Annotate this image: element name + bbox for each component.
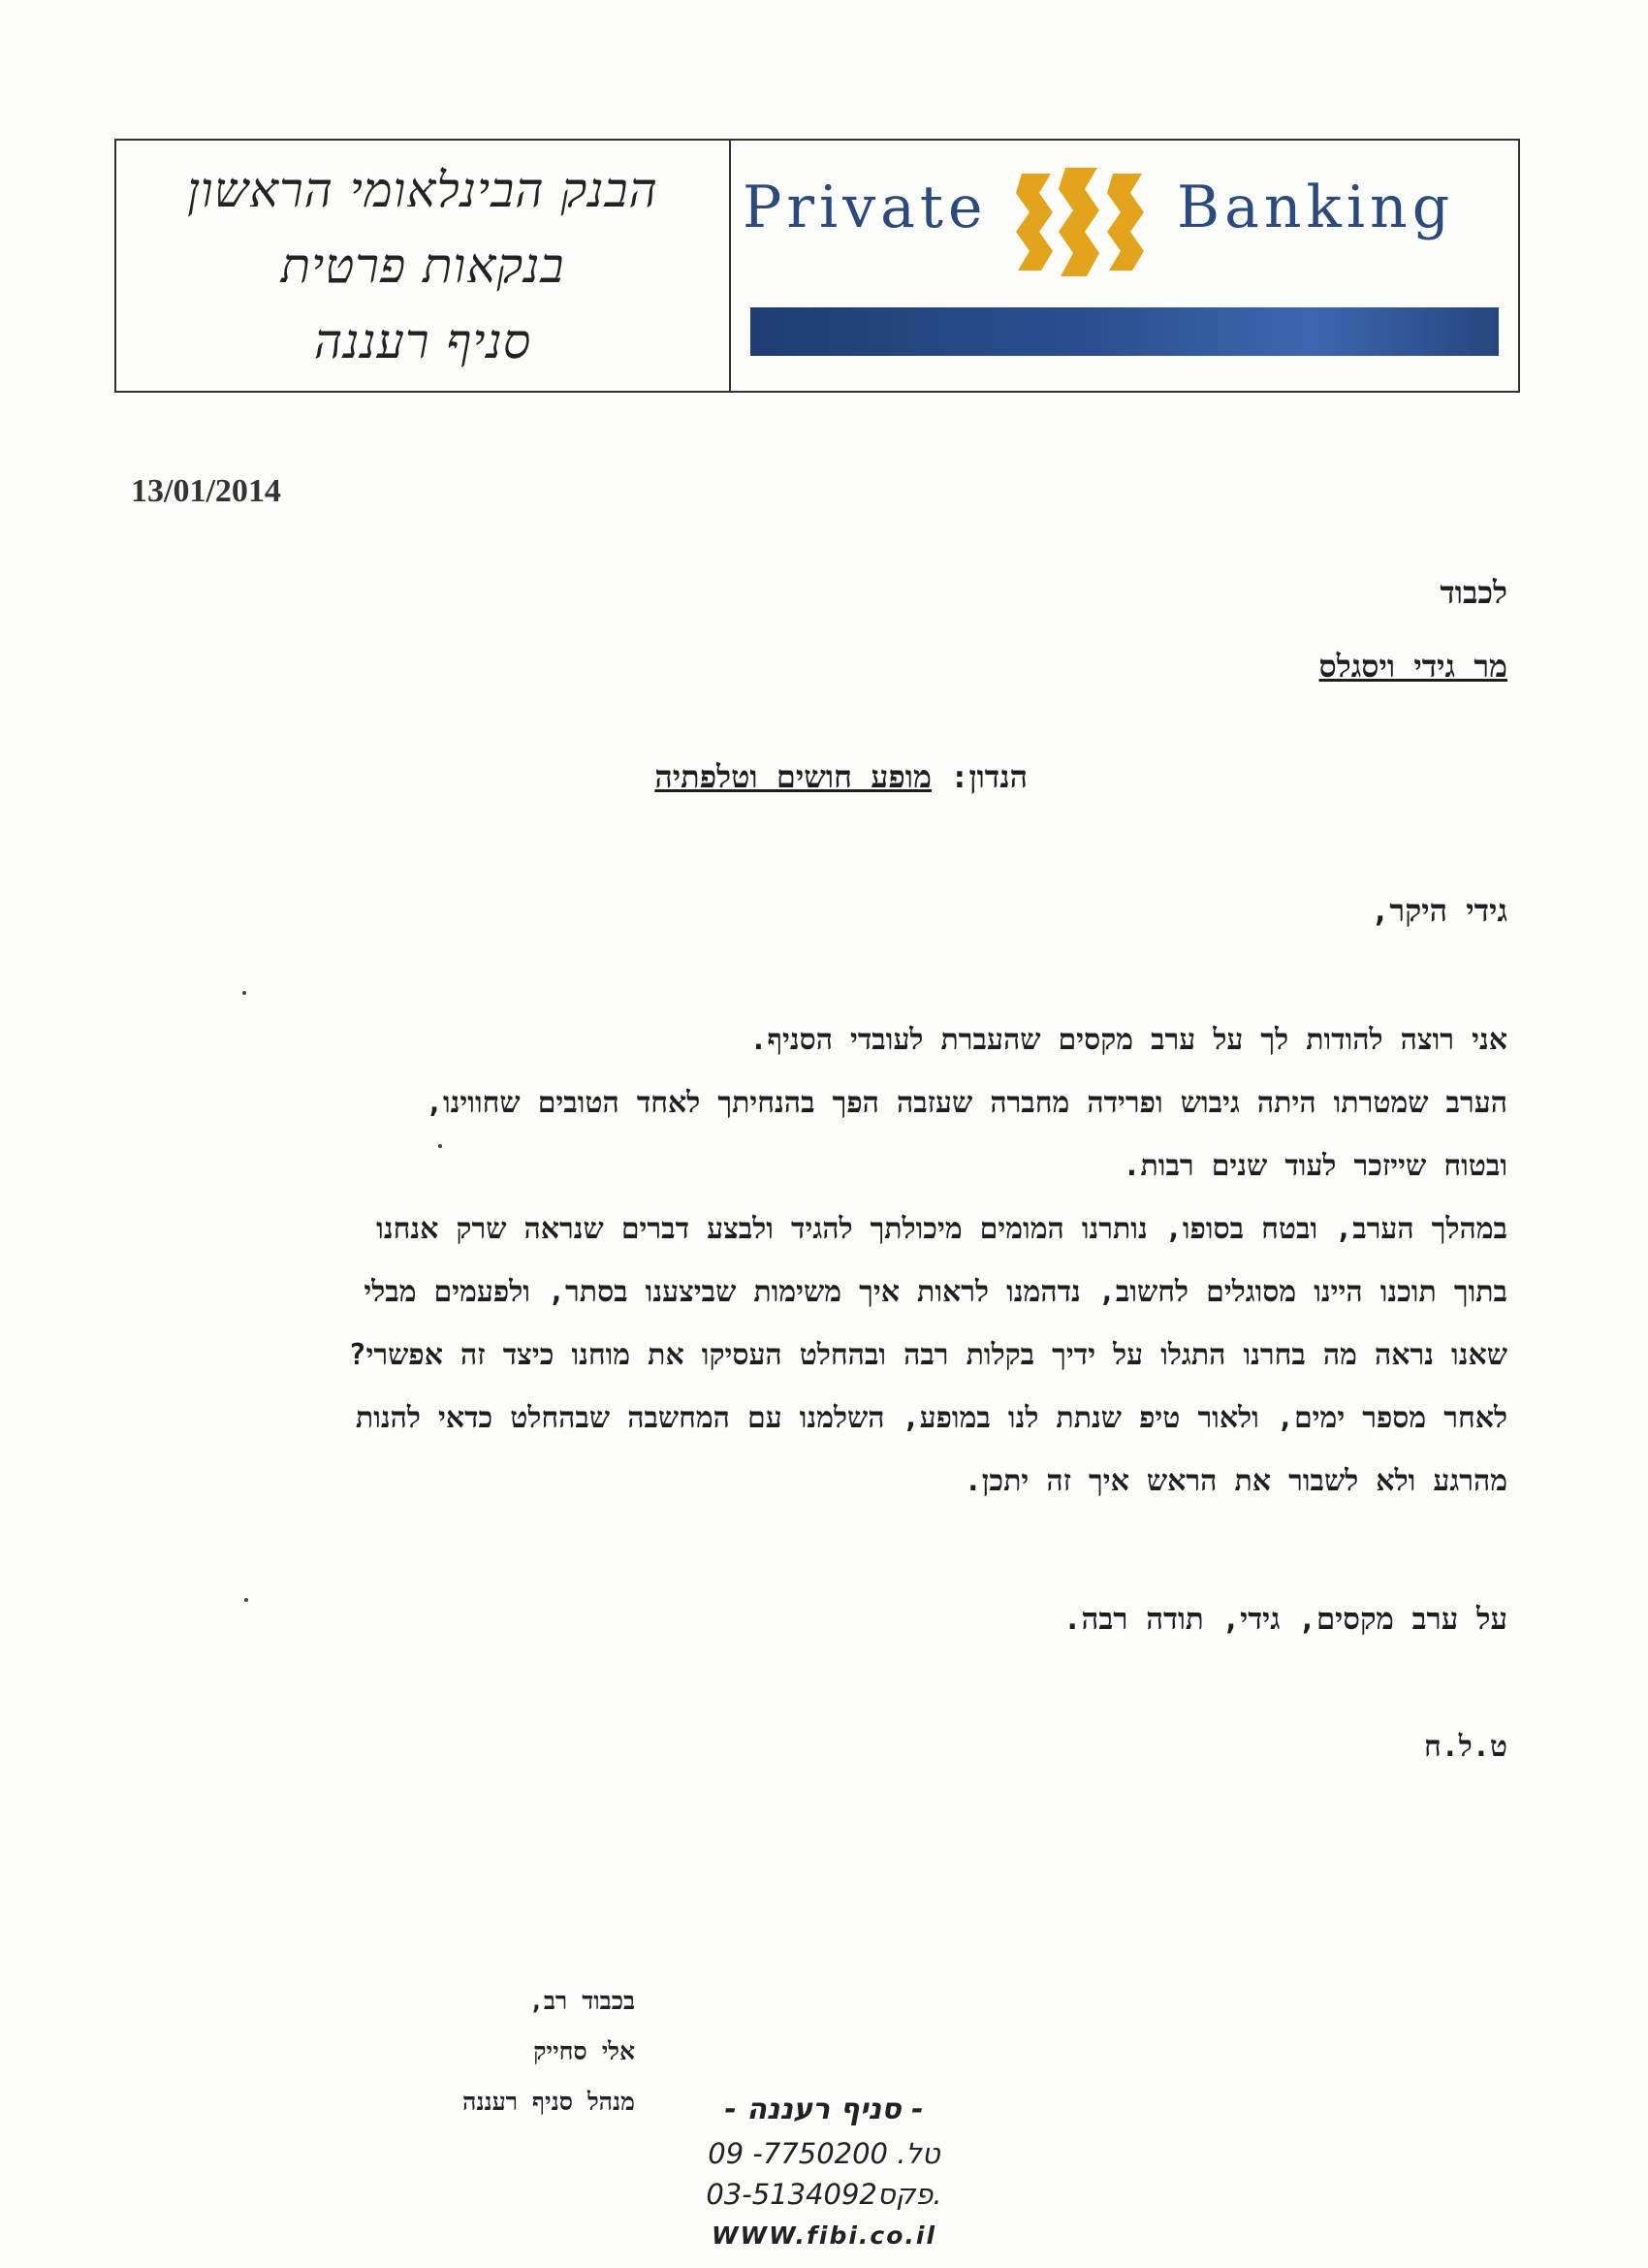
body-line: הערב שמטרתו היתה גיבוש ופרידה מחברה שעזבה הפך בהנחיתך לאחד הטובים שחווינו, <box>425 1086 1507 1120</box>
bank-division-line: בנקאות פרטית <box>280 238 565 294</box>
body-line: לאחר מספר ימים, ולאור טיפ שנתת לנו במופע, השלמנו עם המחשבה שבהחלט כדאי להנות <box>355 1401 1507 1435</box>
greeting: גידי היקר, <box>1371 892 1507 929</box>
footer-phone: טל. 7750200- 09 <box>708 2137 940 2170</box>
scan-speck <box>242 991 246 995</box>
bank-branch-line: סניף רעננה <box>313 313 532 369</box>
signature-regards: בכבוד רב, <box>528 1987 635 2015</box>
brand-word-banking: Banking <box>1177 174 1455 241</box>
brand-bar <box>750 307 1499 356</box>
signature-name: אלי סחייק <box>533 2037 635 2065</box>
subject-line <box>654 758 1028 795</box>
body-line: בתוך תוכנו היינו מסוגלים לחשוב, נדהמנו לראות איך משימות שביצענו בסתר, ולפעמים מבלי <box>364 1275 1507 1309</box>
scan-speck <box>244 1598 248 1602</box>
body-line: מהרגע ולא לשבור את הראש איך זה יתכן. <box>964 1464 1507 1498</box>
letter-date: 13/01/2014 <box>131 473 281 509</box>
recipient-name: מר גידי ויסגלס <box>1318 648 1507 685</box>
subject-label: הנדון: <box>950 758 1028 795</box>
signature-block <box>462 1976 635 2127</box>
letter-body <box>121 1008 1507 1513</box>
private-banking-logo <box>731 141 1518 391</box>
footer-branch: - סניף רעננה - <box>724 2092 924 2126</box>
to-label: לכבוד <box>1440 574 1507 611</box>
letterhead <box>114 139 1520 393</box>
brand-word-private: Private <box>743 174 988 241</box>
scan-speck <box>438 1144 442 1148</box>
bank-name-block <box>116 141 731 391</box>
branch-footer <box>679 2087 969 2257</box>
closing-thanks: על ערב מקסים, גידי, תודה רבה. <box>1062 1602 1507 1637</box>
footer-fax: פקס03-5134092. <box>706 2178 942 2211</box>
body-line: במהלך הערב, ובטח בסופו, נותרנו המומים מיכולתך להגיד ולבצע דברים שנראה שרק אנחנו <box>376 1212 1507 1246</box>
signature-title: מנהל סניף רעננה <box>461 2088 635 2116</box>
wave-logo-icon <box>1012 164 1157 280</box>
body-line: שאנו נראה מה בחרנו התגלו על ידיך בקלות רבה ובהחלט העסיקו את מוחנו כיצד זה אפשרי? <box>348 1338 1507 1372</box>
body-line: ובטוח שייזכר לעוד שנים רבות. <box>1123 1149 1507 1183</box>
bank-name-line: הבנק הבינלאומי הראשון <box>187 162 658 218</box>
body-line: אני רוצה להודות לך על ערב מקסים שהעברת לעובדי הסניף. <box>749 1023 1507 1057</box>
footer-url: WWW.fibi.co.il <box>711 2221 937 2250</box>
tlh-note: ט.ל.ח <box>1423 1730 1507 1764</box>
subject-value: מופע חושים וטלפתיה <box>654 758 932 795</box>
